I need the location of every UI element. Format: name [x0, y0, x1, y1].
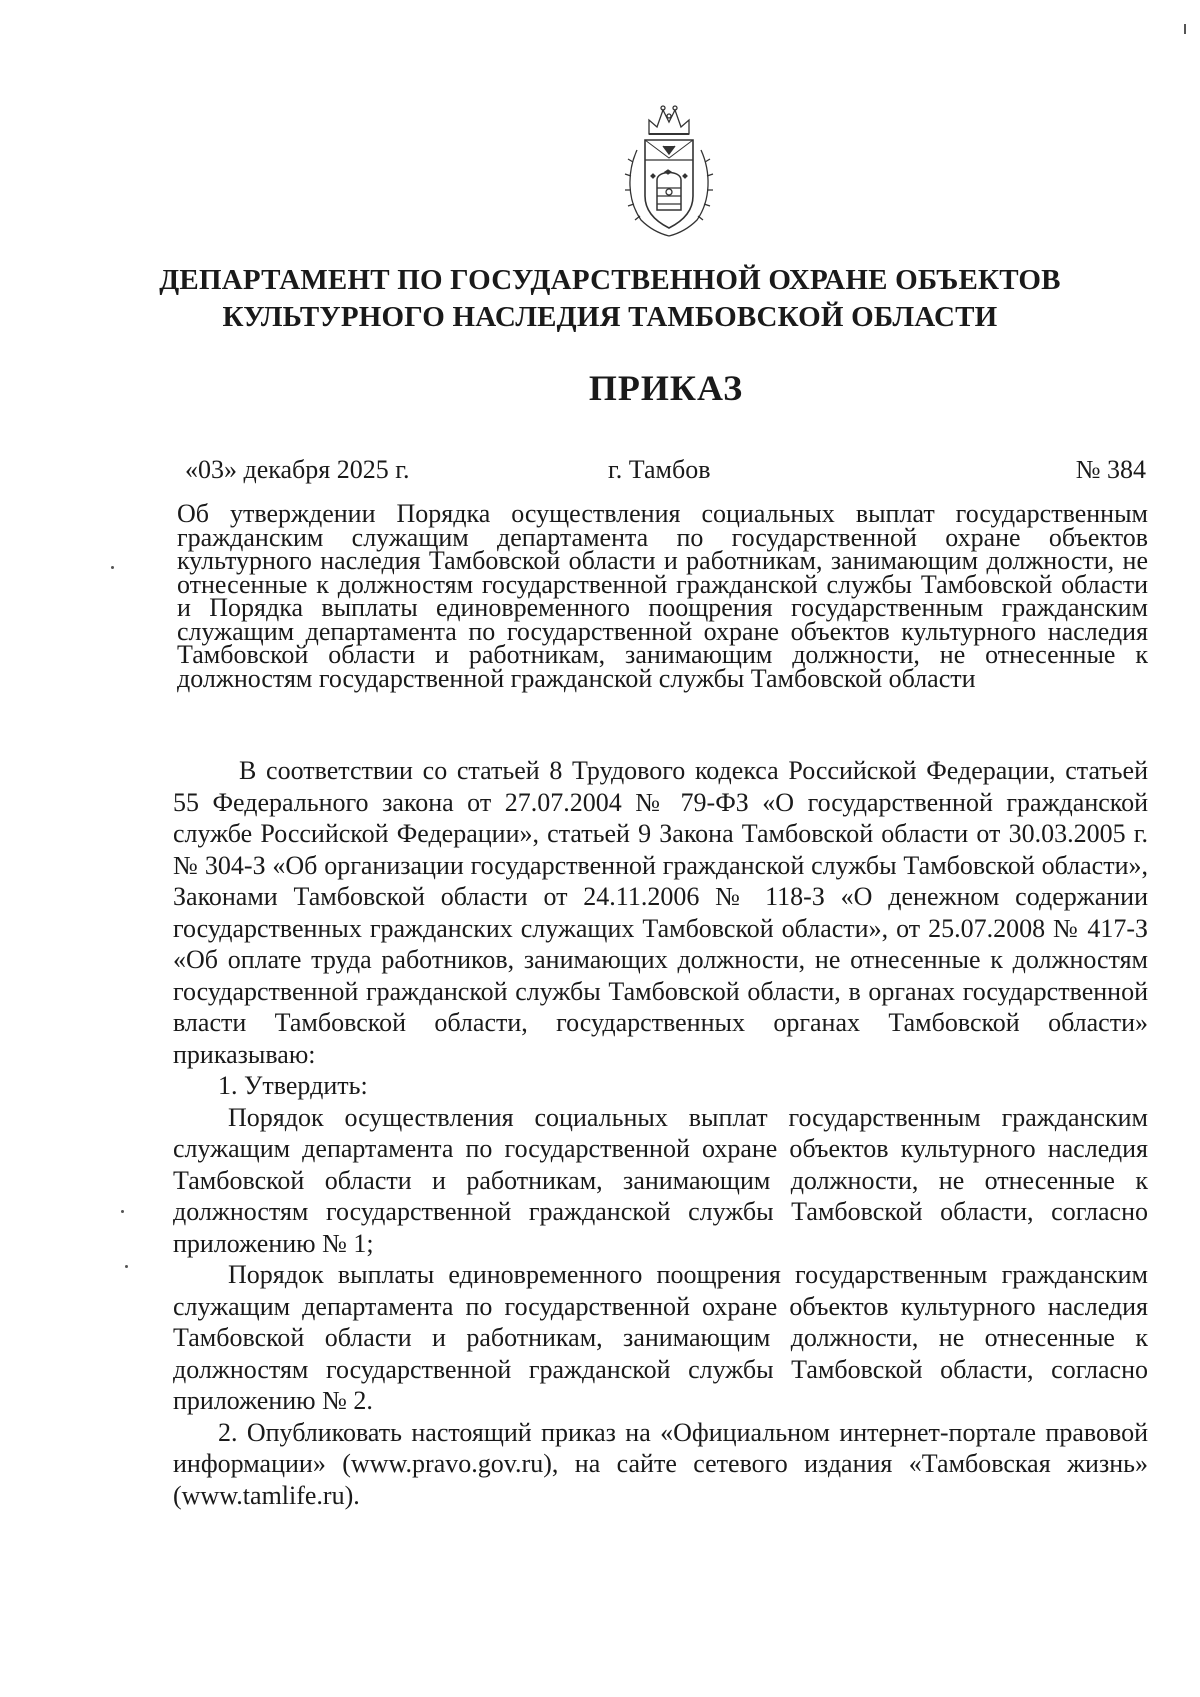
preamble-paragraph: В соответствии со статьей 8 Трудового кодекса Российской Федерации, статьей 55 Федерального закона от 27.07.2004 № 79-ФЗ «О государственной гражданской службе Российской Федерации», статьей 9 Закона Тамбовской области от 30.03.2005 г. № 304-З «Об организации государственной гражданской службы Тамбовской области», Законами Тамбовской области от 24.11.2006 № 118-З «О денежном содержании государственных гражданских служащих Тамбовской области», от 25.07.2008 № 417-З «Об оплате труда работников, занимающих должности, не отнесенные к должностям государственной гражданской службы Тамбовской области, в органах государственной власти Тамбовской области, государственных органах Тамбовской области» приказываю: — [173, 756, 1148, 1069]
scan-speck — [1184, 24, 1186, 34]
item-2-publication: 2. Опубликовать настоящий приказ на «Официальном интернет-портале правовой информации» (www.pravo.gov.ru), на сайте сетевого издания «Тамбовская жизнь» (www.tamlife.ru). — [173, 1417, 1148, 1510]
item-1-heading: 1. Утвердить: — [218, 1071, 368, 1100]
scan-speck — [111, 566, 114, 569]
scan-speck — [121, 1210, 124, 1213]
order-number: № 384 — [1075, 455, 1146, 484]
approved-procedure-2: Порядок выплаты единовременного поощрения государственным гражданским служащим департамента по государственной охране объектов культурного наследия Тамбовской области и работникам, занимающим должности, не отнесенные к должностям государственной гражданской службы Тамбовской области, согласно приложению № 2. — [173, 1260, 1148, 1415]
approved-procedure-1: Порядок осуществления социальных выплат государственным гражданским служащим департамента по государственной охране объектов культурного наследия Тамбовской области и работникам, занимающим должности, не отнесенные к должностям государственной гражданской службы Тамбовской области, согласно приложению № 1; — [173, 1102, 1148, 1258]
department-title-line2: КУЛЬТУРНОГО НАСЛЕДИЯ ТАМБОВСКОЙ ОБЛАСТИ — [222, 301, 998, 333]
order-body — [173, 755, 1148, 1511]
department-title-line1: ДЕПАРТАМЕНТ ПО ГОСУДАРСТВЕННОЙ ОХРАНЕ ОБЪЕКТОВ — [159, 264, 1061, 296]
order-date: «03» декабря 2025 г. — [185, 455, 410, 484]
order-subject: Об утверждении Порядка осуществления социальных выплат государственным гражданским служащим департамента по государственной охране объектов культурного наследия Тамбовской области и работникам, занимающим должности, не отнесенные к должностям государственной гражданской службы Тамбовской области и Порядка выплаты единовременного поощрения государственным гражданским служащим департамента по государственной охране объектов культурного наследия Тамбовской области и работникам, занимающим должности, не отнесенные к должностям государственной гражданской службы Тамбовской области — [177, 499, 1148, 693]
order-city: г. Тамбов — [608, 455, 711, 484]
tambov-coat-of-arms-icon — [619, 100, 719, 238]
scan-speck — [125, 1265, 128, 1268]
department-title — [150, 262, 1070, 336]
document-type-title: ПРИКАЗ — [588, 368, 744, 408]
